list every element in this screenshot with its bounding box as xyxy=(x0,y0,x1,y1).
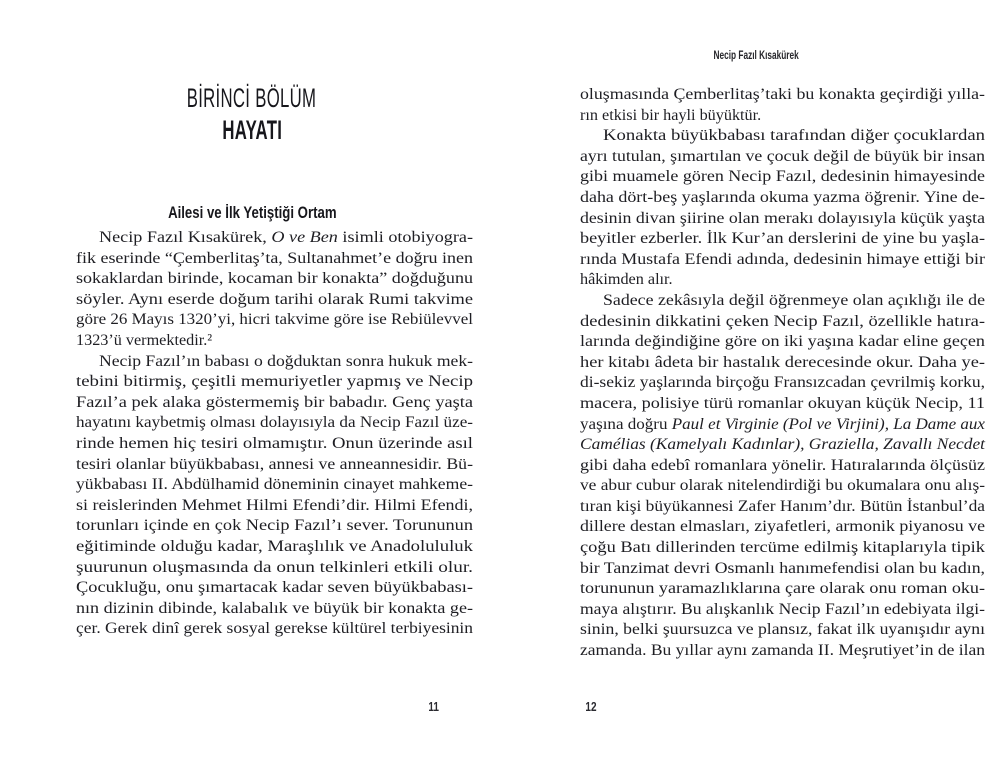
text-line: hâkimden alır. xyxy=(580,270,673,289)
text-line: hayatını kaybetmiş olması dolayısıyla da Necip Fazıl üze- xyxy=(76,413,473,432)
text-line: rın etkisi bir hayli büyüktür. xyxy=(580,105,762,124)
text-line: oluşmasında Çemberlitaş’taki bu konakta geçirdiği yılla- xyxy=(580,85,985,103)
text-line: torunları içinde en çok Necip Fazıl’ı sever. Torununun xyxy=(76,516,473,535)
text-line: fik eserinde “Çemberlitaş’ta, Sultanahmet’e doğru inen xyxy=(76,248,473,267)
text-line: rinde hemen hiç tesiri olmamıştır. Onun üzerinde asıl xyxy=(76,433,473,452)
text-line: yaşına doğru Paul et Virginie (Pol ve Virjini), La Dame aux xyxy=(580,414,985,433)
left-page-body-text xyxy=(76,227,473,639)
right-page-body-text xyxy=(580,84,985,661)
text-line: desinin divan şiirine olan merakı dolayısıyla küçük yaşta xyxy=(580,208,985,227)
page-right xyxy=(504,0,1008,759)
running-head: Necip Fazıl Kısakürek xyxy=(713,50,799,62)
chapter-kicker-row xyxy=(0,85,504,112)
text-line: Camélias (Kamelyalı Kadınlar), Graziella, Zavallı Necdet xyxy=(580,435,985,454)
text-line: macera, polisiye türü romanlar okuyan küçük Necip, 11 xyxy=(580,393,985,412)
text-line: ayrı tutulan, şımartılan ve çocuk değil de büyük bir insan xyxy=(580,146,985,165)
text-line: gibi muamele gören Necip Fazıl, dedesinin himayesinde xyxy=(580,167,985,186)
text-line: sokaklardan birinde, kocaman bir konakta” doğduğunu xyxy=(76,269,474,288)
text-line: rında Mustafa Efendi adında, dedesinin himaye ettiği bir xyxy=(580,249,985,268)
text-line: çer. Gerek dinî gerek sosyal gerekse kültürel terbiyesinin xyxy=(76,619,473,638)
text-line: 1323’ü vermektedir.² xyxy=(76,330,213,349)
text-line: söyler. Aynı eserde doğum tarihi olarak Rumi takvime xyxy=(76,289,473,308)
section-heading-row xyxy=(0,204,504,223)
text-line: larında değindiğine göre on iki yaşına kadar eline geçen xyxy=(580,332,985,351)
text-line: göre 26 Mayıs 1320’yi, hicri takvime göre ise Rebiülevvel xyxy=(76,310,473,329)
text-line: tebini bitirmiş, çeşitli memuriyetler yapmış ve Necip xyxy=(76,372,473,391)
text-line: bir Tanzimat devri Osmanlı hanımefendisi olan bu kadın, xyxy=(580,558,985,577)
text-line: si reislerinden Mehmet Hilmi Efendi’dir. Hilmi Efendi, xyxy=(76,495,473,514)
text-line: Çocukluğu, onu şımartacak kadar seven büyükbabası- xyxy=(76,578,473,597)
text-line: beyitler ezberler. İlk Kur’an derslerini de yine bu yaşla- xyxy=(580,229,985,248)
text-line: tesiri olanlar büyükbabası, annesi ve anneannesidir. Bü- xyxy=(76,454,473,473)
text-line: daha dört-beş yaşlarında okuma yazma öğrenir. Yine de- xyxy=(580,187,985,206)
text-line: gibi daha edebî romanlara yönelir. Hatıralarında ölçüsüz xyxy=(580,455,985,474)
page-number-right: 12 xyxy=(585,700,597,714)
text-line: şuurunun oluşmasında da onun telkinleri etkili olur. xyxy=(76,557,473,576)
text-line: nın dizinin dibinde, kalabalık ve büyük bir konakta ge- xyxy=(76,598,473,617)
text-line: eğitiminde olduğu kadar, Maraşlılık ve Anadolululuk xyxy=(76,536,473,555)
text-line: Necip Fazıl’ın babası o doğduktan sonra hukuk mek- xyxy=(99,351,473,370)
chapter-title: HAYATI xyxy=(222,115,282,145)
page-number-left: 11 xyxy=(428,700,439,714)
text-line: Sadece zekâsıyla değil öğrenmeye olan açıklığı ile de xyxy=(603,290,985,309)
chapter-title-row xyxy=(0,117,504,144)
text-line: dillere destan elmasları, ziyafetleri, armonik piyanosu ve xyxy=(580,517,985,536)
running-head-row xyxy=(504,46,1008,64)
text-line: sinin, belki şuursuzca ve plansız, fakat ilk uyanışıdır aynı xyxy=(580,620,985,639)
text-line: Necip Fazıl Kısakürek, O ve Ben isimli otobiyogra- xyxy=(99,228,473,246)
text-line: dedesinin dikkatini çeken Necip Fazıl, özellikle hatıra- xyxy=(580,311,985,330)
text-line: Konakta büyükbabası tarafından diğer çocuklardan xyxy=(603,126,985,145)
text-line: zamanda. Bu yıllar aynı zamanda II. Meşrutiyet’in de ilan xyxy=(580,641,985,660)
text-line: ve abur cubur olarak nitelendirdiği bu okumalara onu alış- xyxy=(580,476,985,495)
text-line: her kitabı âdeta bir hastalık derecesinde okur. Daha ye- xyxy=(580,352,985,371)
text-line: yükbabası II. Abdülhamid döneminin cinayet mahkeme- xyxy=(76,475,474,494)
text-line: maya alıştırır. Bu alışkanlık Necip Fazıl’ın edebiyata ilgi- xyxy=(580,599,985,618)
text-line: di-sekiz yaşlarında birçoğu Fransızcadan çevrilmiş korku, xyxy=(580,373,985,392)
chapter-kicker: BİRİNCİ BÖLÜM xyxy=(187,83,317,113)
text-line: Fazıl’a pek alaka göstermemiş bir babadır. Genç yaşta xyxy=(76,392,474,411)
section-heading: Ailesi ve İlk Yetiştiği Ortam xyxy=(167,204,337,222)
text-line: tıran kişi büyükannesi Zafer Hanım’dır. Bütün İstanbul’da xyxy=(580,496,985,515)
text-line: çoğu Batı dillerinden tercüme edilmiş kitaplarıyla tipik xyxy=(580,538,985,557)
text-line: torununun yaramazlıklarına çare olarak onu roman oku- xyxy=(580,579,985,598)
